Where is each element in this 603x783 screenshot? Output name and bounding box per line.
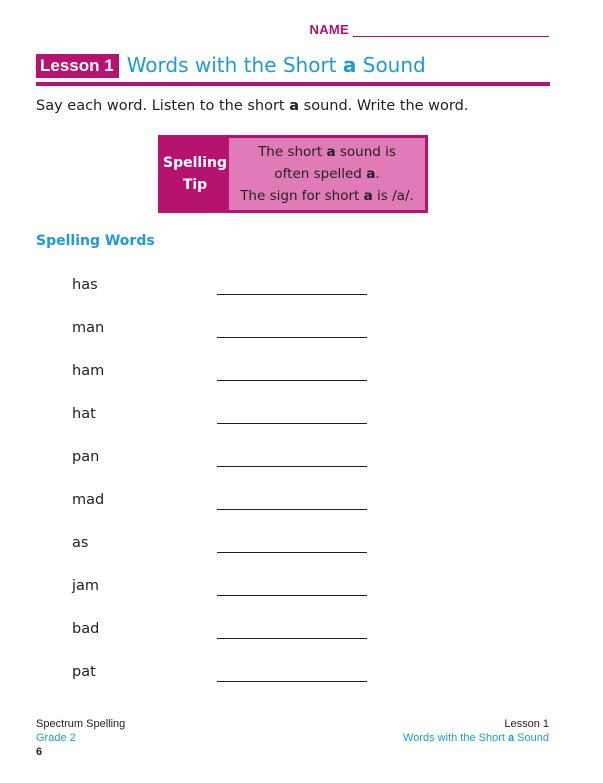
- lesson-badge: Lesson 1: [36, 54, 119, 78]
- footer-lesson-info: [403, 717, 549, 745]
- footer-book-info: [36, 717, 125, 745]
- word-row: [72, 406, 368, 426]
- lesson-header: [36, 54, 550, 86]
- answer-line[interactable]: [217, 380, 367, 381]
- answer-line[interactable]: [217, 595, 367, 596]
- lesson-title-letter: a: [342, 53, 357, 77]
- footer-topic: [403, 731, 549, 745]
- page-number: 6: [36, 746, 43, 758]
- tip-line-3: [240, 185, 414, 207]
- word-row: [72, 535, 368, 555]
- tip-label-line2: Tip: [182, 177, 208, 193]
- footer-topic-prefix: Words with the Short: [403, 732, 508, 744]
- tip-line1-letter: a: [326, 144, 336, 160]
- spelling-tip-box: [158, 135, 428, 213]
- tip-line3-prefix: The sign for short: [240, 188, 364, 204]
- tip-line1-suffix: sound is: [335, 144, 396, 160]
- instruction-part1: Say each word. Listen to the short: [36, 98, 290, 114]
- tip-line-1: [258, 141, 396, 163]
- lesson-title-prefix: Words with the Short: [126, 53, 343, 77]
- tip-line2-suffix: .: [375, 166, 380, 182]
- answer-line[interactable]: [217, 294, 367, 295]
- section-heading: Spelling Words: [36, 233, 155, 249]
- word-row: [72, 664, 368, 684]
- word-row: [72, 449, 368, 469]
- footer-lesson: Lesson 1: [504, 718, 549, 730]
- spelling-word: jam: [72, 578, 100, 594]
- tip-line2-prefix: often spelled: [274, 166, 367, 182]
- name-field: [310, 22, 549, 37]
- spelling-word: pan: [72, 449, 100, 465]
- name-label: NAME: [309, 22, 349, 37]
- tip-line2-letter: a: [366, 166, 376, 182]
- word-row: [72, 621, 368, 641]
- word-row: [72, 492, 368, 512]
- spelling-word: man: [72, 320, 105, 336]
- tip-label-line1: Spelling: [163, 155, 227, 171]
- word-row: [72, 363, 368, 383]
- spelling-word: hat: [72, 406, 96, 422]
- footer-topic-suffix: Sound: [514, 732, 549, 744]
- answer-line[interactable]: [217, 466, 367, 467]
- answer-line[interactable]: [217, 423, 367, 424]
- footer-book-title: Spectrum Spelling: [36, 718, 126, 730]
- footer-grade: Grade 2: [36, 732, 76, 744]
- word-row: [72, 578, 368, 598]
- instruction-text: [36, 98, 468, 114]
- spelling-word: ham: [72, 363, 105, 379]
- name-write-line[interactable]: [353, 23, 549, 37]
- spelling-word: has: [72, 277, 98, 293]
- lesson-title: [127, 53, 426, 77]
- spelling-word: mad: [72, 492, 105, 508]
- answer-line[interactable]: [217, 509, 367, 510]
- instruction-part2: sound. Write the word.: [299, 98, 469, 114]
- spelling-word: pat: [72, 664, 96, 680]
- instruction-letter: a: [289, 98, 300, 114]
- word-row: [72, 320, 368, 340]
- tip-line3-letter: a: [363, 188, 373, 204]
- lesson-title-suffix: Sound: [356, 53, 426, 77]
- answer-line[interactable]: [217, 552, 367, 553]
- answer-line[interactable]: [217, 638, 367, 639]
- word-row: [72, 277, 368, 297]
- spelling-word: as: [72, 535, 89, 551]
- tip-line-2: [274, 163, 379, 185]
- spelling-tip-label: [161, 138, 229, 210]
- spelling-tip-body: [229, 138, 425, 210]
- answer-line[interactable]: [217, 337, 367, 338]
- tip-line3-suffix: is /a/.: [372, 188, 414, 204]
- tip-line1-prefix: The short: [258, 144, 327, 160]
- answer-line[interactable]: [217, 681, 367, 682]
- spelling-word: bad: [72, 621, 100, 637]
- footer-topic-letter: a: [508, 732, 515, 744]
